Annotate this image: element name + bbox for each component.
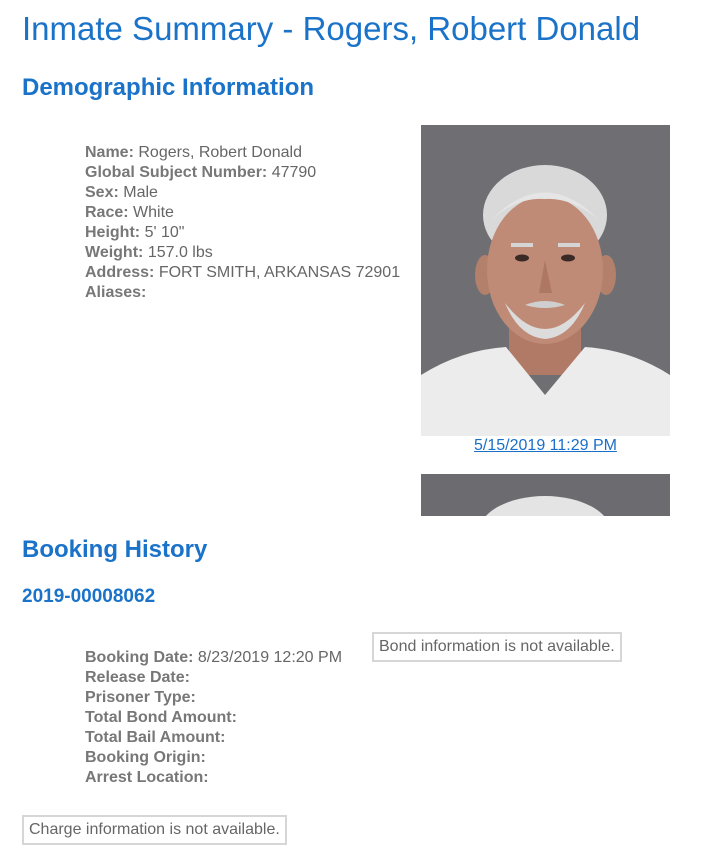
field-value: FORT SMITH, ARKANSAS 72901 — [158, 264, 401, 281]
booking-fields — [85, 648, 342, 788]
total-bail-amount-field — [85, 728, 342, 748]
field-value: 157.0 lbs — [147, 244, 213, 261]
field-value: 8/23/2019 12:20 PM — [197, 649, 343, 666]
field-label: Total Bond Amount: — [85, 709, 237, 726]
field-label: Prisoner Type: — [85, 689, 196, 706]
mugshot-image — [421, 125, 670, 436]
race-field — [85, 203, 400, 223]
field-value: 5' 10" — [144, 224, 185, 241]
field-label: Arrest Location: — [85, 769, 209, 786]
field-label: Booking Date: — [85, 649, 194, 666]
aliases-field — [85, 283, 400, 303]
booking-photo-secondary[interactable] — [421, 474, 670, 516]
field-label: Race: — [85, 204, 129, 221]
global-subject-number-field — [85, 163, 400, 183]
field-label: Address: — [85, 264, 155, 281]
field-label: Sex: — [85, 184, 119, 201]
booking-date-field — [85, 648, 342, 668]
field-label: Name: — [85, 144, 134, 161]
field-label: Booking Origin: — [85, 749, 206, 766]
field-value: Rogers, Robert Donald — [138, 144, 302, 161]
mugshot-image — [421, 474, 670, 516]
total-bond-amount-field — [85, 708, 342, 728]
bond-info-message: Bond information is not available. — [372, 632, 622, 662]
booking-origin-field — [85, 748, 342, 768]
field-label: Height: — [85, 224, 141, 241]
booking-history-heading: Booking History — [22, 536, 208, 563]
release-date-field — [85, 668, 342, 688]
demographic-fields — [85, 143, 400, 303]
field-value: 47790 — [271, 164, 317, 181]
name-field — [85, 143, 400, 163]
arrest-location-field — [85, 768, 342, 788]
height-field — [85, 223, 400, 243]
field-label: Release Date: — [85, 669, 190, 686]
charge-info-message: Charge information is not available. — [22, 815, 287, 845]
prisoner-type-field — [85, 688, 342, 708]
field-value: Male — [123, 184, 158, 201]
field-label: Global Subject Number: — [85, 164, 268, 181]
page-title: Inmate Summary - Rogers, Robert Donald — [22, 10, 641, 47]
address-field — [85, 263, 400, 283]
weight-field — [85, 243, 400, 263]
field-value: White — [133, 204, 174, 221]
photo-date-link[interactable]: 5/15/2019 11:29 PM — [474, 437, 617, 454]
field-label: Weight: — [85, 244, 144, 261]
sex-field — [85, 183, 400, 203]
booking-number: 2019-00008062 — [22, 586, 156, 607]
field-label: Aliases: — [85, 284, 147, 301]
booking-photo[interactable] — [421, 125, 670, 436]
field-label: Total Bail Amount: — [85, 729, 226, 746]
demographic-information-heading: Demographic Information — [22, 74, 315, 101]
